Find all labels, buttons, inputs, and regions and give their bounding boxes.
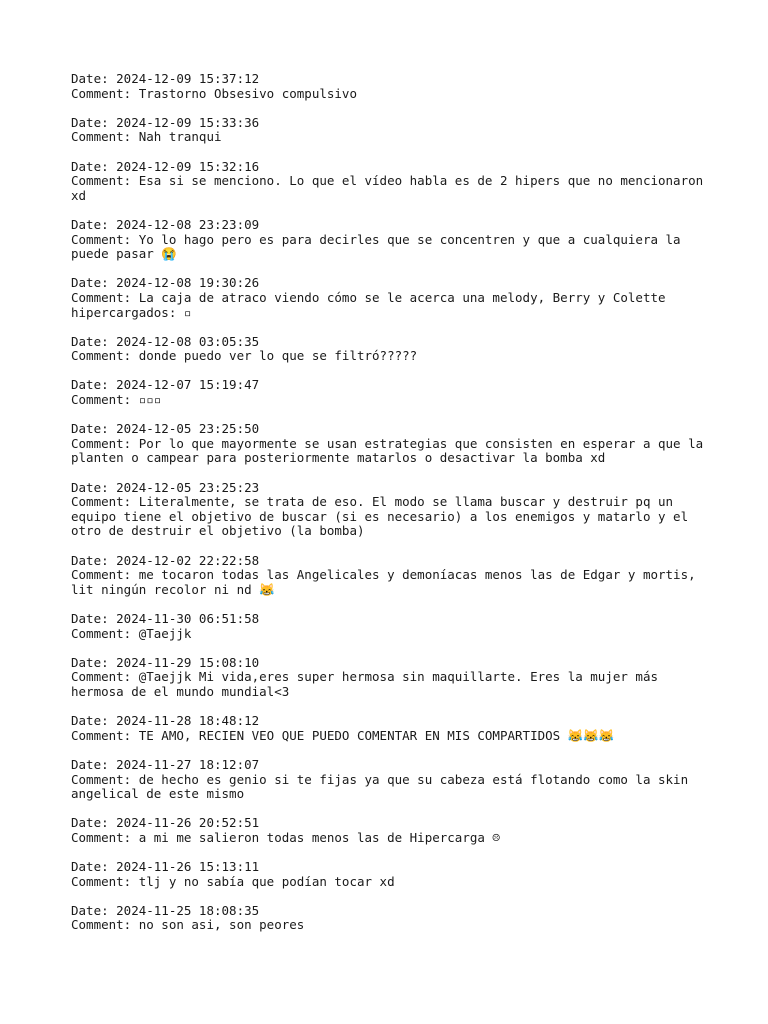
comment-entry <box>71 904 711 933</box>
comment-date: Date: 2024-12-05 23:25:23 <box>71 479 260 495</box>
comment-entry <box>71 714 711 743</box>
comment-entry <box>71 276 711 320</box>
comment-date: Date: 2024-12-08 23:23:09 <box>71 216 260 232</box>
comment-text: Comment: TE AMO, RECIEN VEO QUE PUEDO COMENTAR EN MIS COMPARTIDOS 😹😹😹 <box>71 727 615 743</box>
comment-entry <box>71 816 711 845</box>
comment-text: Comment: La caja de atraco viendo cómo se le acerca una melody, Berry y Colette hipercargados: ▫ <box>71 289 674 320</box>
comment-date: Date: 2024-12-02 22:22:58 <box>71 552 260 568</box>
comment-text: Comment: Trastorno Obsesivo compulsivo <box>71 85 357 101</box>
comment-text: Comment: Esa si se menciono. Lo que el vídeo habla es de 2 hipers que no mencionaron xd <box>71 173 711 203</box>
comment-entry <box>71 860 711 889</box>
comment-entry <box>71 218 711 262</box>
comment-date: Date: 2024-11-27 18:12:07 <box>71 756 260 772</box>
comment-entry <box>71 378 711 407</box>
comment-entry <box>71 554 711 598</box>
comment-text: Comment: no son asi, son peores <box>71 917 305 933</box>
comment-text: Comment: Literalmente, se trata de eso. El modo se llama buscar y destruir pq un equipo tiene el objetivo de buscar (si es necesario) a los enemigos y matarlo y el otro de destruir el objetivo (la bomba) <box>71 494 696 539</box>
comment-text: Comment: de hecho es genio si te fijas ya que su cabeza está flotando como la skin angelical de este mismo <box>71 771 696 802</box>
comment-text: Comment: donde puedo ver lo que se filtró????? <box>71 348 418 364</box>
comment-date: Date: 2024-12-05 23:25:50 <box>71 421 260 437</box>
comment-entry <box>71 160 711 204</box>
comment-date: Date: 2024-12-09 15:32:16 <box>71 158 260 174</box>
comment-date: Date: 2024-11-25 18:08:35 <box>71 902 260 918</box>
comment-entry <box>71 481 711 539</box>
comment-date: Date: 2024-11-26 15:13:11 <box>71 859 260 875</box>
comment-text: Comment: a mi me salieron todas menos las de Hipercarga ☹ <box>71 829 500 845</box>
comment-date: Date: 2024-11-26 20:52:51 <box>71 815 260 831</box>
comment-date: Date: 2024-12-08 03:05:35 <box>71 333 260 349</box>
comment-text: Comment: @Taejjk <box>71 625 192 641</box>
comment-entry <box>71 72 711 101</box>
comment-date: Date: 2024-12-08 19:30:26 <box>71 275 260 291</box>
comment-text: Comment: Nah tranqui <box>71 129 222 145</box>
comment-entry <box>71 612 711 641</box>
comment-date: Date: 2024-11-30 06:51:58 <box>71 610 260 626</box>
comment-text: Comment: ▫▫▫ <box>71 392 162 408</box>
comment-date: Date: 2024-12-09 15:37:12 <box>71 71 260 86</box>
comment-text: Comment: tlj y no sabía que podían tocar xd <box>71 873 395 889</box>
comment-log <box>71 72 711 948</box>
comment-date: Date: 2024-12-09 15:33:36 <box>71 114 260 130</box>
comment-date: Date: 2024-11-29 15:08:10 <box>71 654 260 670</box>
comment-text: Comment: @Taejjk Mi vida,eres super hermosa sin maquillarte. Eres la mujer más hermosa de el mundo mundial<3 <box>71 669 666 699</box>
comment-entry <box>71 656 711 700</box>
comment-date: Date: 2024-11-28 18:48:12 <box>71 713 260 729</box>
comment-entry <box>71 116 711 145</box>
comment-entry <box>71 758 711 802</box>
comment-date: Date: 2024-12-07 15:19:47 <box>71 377 260 393</box>
comment-text: Comment: Yo lo hago pero es para decirles que se concentren y que a cualquiera la puede pasar 😭 <box>71 231 689 262</box>
comment-entry <box>71 335 711 364</box>
comment-entry <box>71 422 711 466</box>
comment-text: Comment: me tocaron todas las Angelicales y demoníacas menos las de Edgar y mortis, lit ningún recolor ni nd 😹 <box>71 567 704 597</box>
comment-text: Comment: Por lo que mayormente se usan estrategias que consisten en esperar a que la planten o campear para posteriormente matarlos o desactivar la bomba xd <box>71 435 711 466</box>
